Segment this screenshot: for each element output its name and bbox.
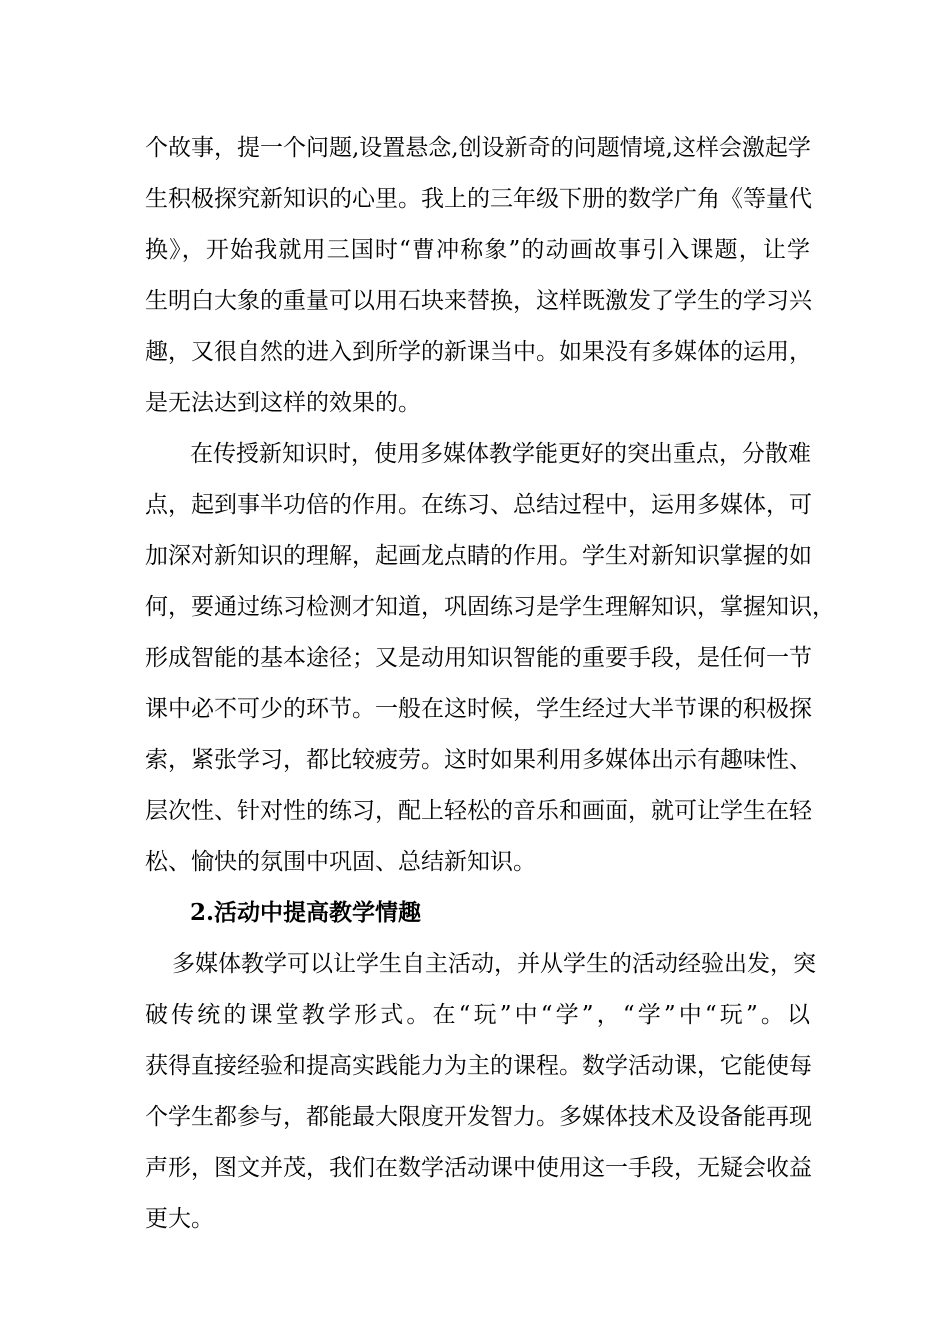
paragraph-line: 松、愉快的氛围中巩固、总结新知识。: [145, 849, 536, 875]
paragraph-line: 趣，又很自然的进入到所学的新课当中。如果没有多媒体的运用，: [145, 339, 812, 365]
paragraph-line: 生明白大象的重量可以用石块来替换，这样既激发了学生的学习兴: [145, 288, 812, 314]
paragraph-line: 更大。: [145, 1206, 214, 1232]
paragraph-line: 声形，图文并茂，我们在数学活动课中使用这一手段，无疑会收益: [145, 1155, 812, 1181]
paragraph-line: 多媒体教学可以让学生自主活动，并从学生的活动经验出发，突: [172, 951, 816, 977]
section-heading: 2.活动中提高教学情趣: [190, 899, 422, 926]
paragraph-line: 是无法达到这样的效果的。: [145, 390, 421, 416]
paragraph-line: 何，要通过练习检测才知道，巩固练习是学生理解知识，掌握知识，: [145, 594, 835, 620]
paragraph-line: 层次性、针对性的练习，配上轻松的音乐和画面，就可让学生在轻: [145, 798, 812, 824]
paragraph-line: 形成智能的基本途径；又是动用知识智能的重要手段，是任何一节: [145, 645, 812, 671]
paragraph-line: 个学生都参与，都能最大限度开发智力。多媒体技术及设备能再现: [145, 1104, 812, 1130]
paragraph-line: 加深对新知识的理解，起画龙点睛的作用。学生对新知识掌握的如: [145, 543, 812, 569]
paragraph-line: 生积极探究新知识的心里。我上的三年级下册的数学广角《等量代: [145, 186, 812, 212]
paragraph-line: 点，起到事半功倍的作用。在练习、总结过程中，运用多媒体，可: [145, 492, 812, 518]
paragraph-line: 获得直接经验和提高实践能力为主的课程。数学活动课，它能使每: [145, 1053, 812, 1079]
paragraph-line: 索，紧张学习，都比较疲劳。这时如果利用多媒体出示有趣味性、: [145, 747, 812, 773]
paragraph-line: 换》，开始我就用三国时“曹冲称象”的动画故事引入课题，让学: [145, 237, 810, 263]
paragraph-line: 个故事，提一个问题,设置悬念,创设新奇的问题情境,这样会激起学: [145, 135, 811, 161]
paragraph-line: 课中必不可少的环节。一般在这时候，学生经过大半节课的积极探: [145, 696, 812, 722]
paragraph-line: 破传统的课堂教学形式。在“玩”中“学”，“学”中“玩”。以: [145, 1002, 810, 1028]
paragraph-line: 在传授新知识时，使用多媒体教学能更好的突出重点，分散难: [190, 441, 811, 467]
